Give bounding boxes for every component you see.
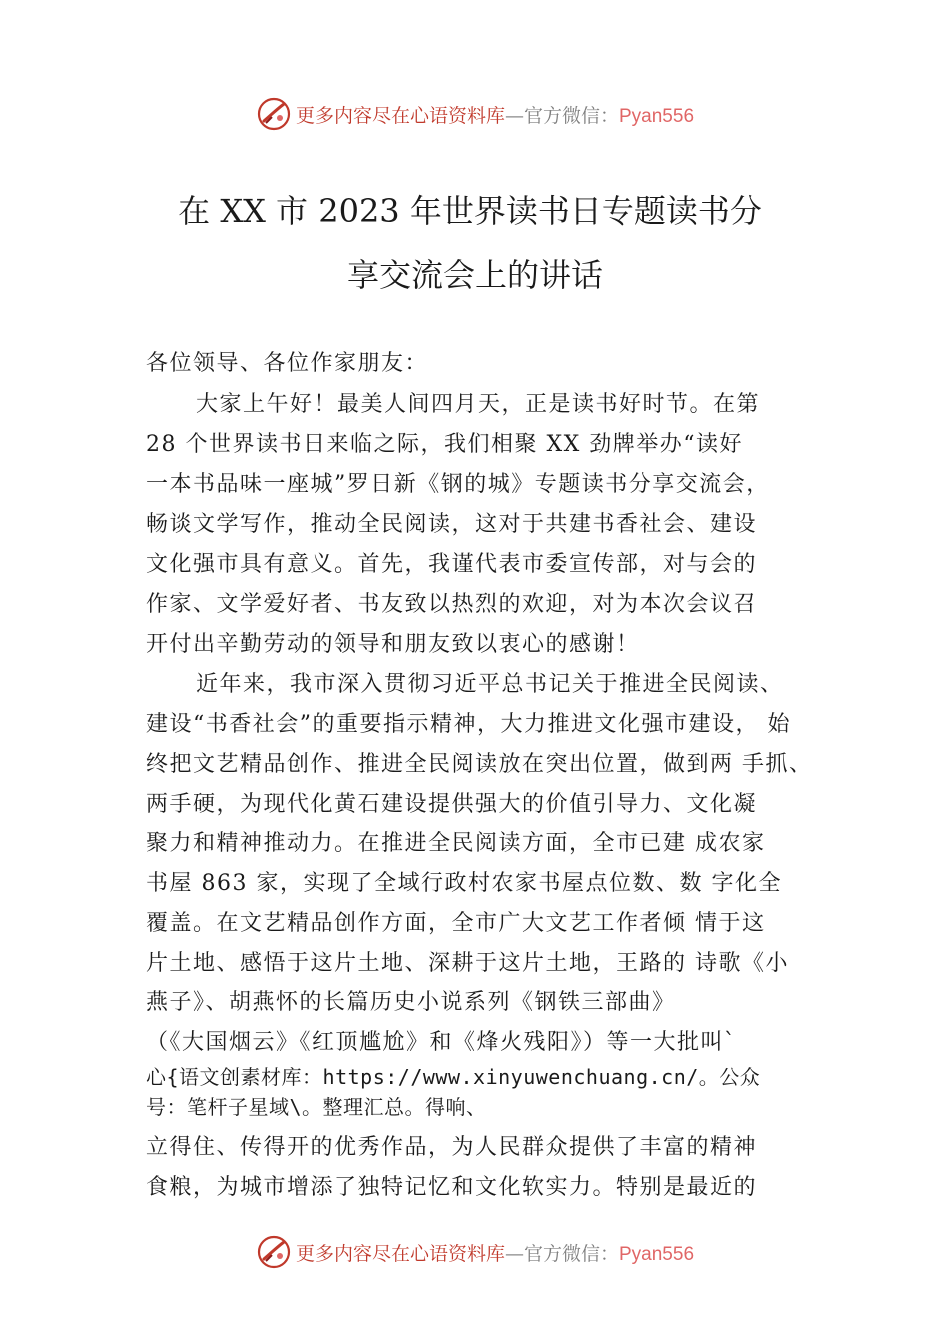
body-line: 覆盖。在文艺精品创作方面，全市广大文艺工作者倾 情于这 — [146, 911, 766, 936]
body-line: 燕子》、胡燕怀的长篇历史小说系列《钢铁三部曲》 — [146, 990, 676, 1015]
document-title-line-1: 在 XX 市 2023 年世界读书日专题读书分 — [178, 192, 762, 230]
body-line: 建设“书香社会”的重要指示精神，大力推进文化强市建设， 始 — [146, 712, 791, 737]
pen-logo-icon — [256, 96, 292, 132]
body-line: 书屋 863 家，实现了全域行政村农家书屋点位数、数 字化全 — [146, 871, 782, 896]
body-line: 终把文艺精品创作、推进全民阅读放在突出位置，做到两 手抓、 — [146, 752, 813, 777]
body-line: 近年来，我市深入贯彻习近平总书记关于推进全民阅读、 — [196, 672, 784, 697]
body-line: 作家、文学爱好者、书友致以热烈的欢迎，对为本次会议召 — [146, 592, 758, 617]
banner-account: Pyan556 — [619, 1243, 695, 1265]
body-line: 文化强市具有意义。首先，我谨代表市委宣传部，对与会的 — [146, 552, 758, 577]
banner-separator: — — [504, 104, 524, 127]
body-line: 一本书品味一座城”罗日新《钢的城》专题读书分享交流会， — [146, 472, 770, 497]
body-line: 立得住、传得开的优秀作品，为人民群众提供了丰富的精神 — [146, 1135, 758, 1160]
salutation: 各位领导、各位作家朋友： — [146, 351, 429, 376]
body-line: 开付出辛勤劳动的领导和朋友致以衷心的感谢！ — [146, 632, 640, 657]
banner-text — [296, 1239, 694, 1266]
body-line: 大家上午好！最美人间四月天，正是读书好时节。在第 — [196, 392, 761, 417]
body-line: 两手硬，为现代化黄石建设提供强大的价值引导力、文化凝 — [146, 792, 758, 817]
body-line-watermark: 心{语文创素材库：https://www.xinyuwenchuang.cn/。公众 — [146, 1065, 761, 1089]
banner-prefix: 更多内容尽在心语资料库 — [295, 1242, 505, 1265]
body-line: 28 个世界读书日来临之际，我们相聚 XX 劲牌举办“读好 — [146, 432, 744, 457]
banner-text — [296, 101, 694, 128]
banner-prefix: 更多内容尽在心语资料库 — [295, 104, 505, 127]
body-line: 畅谈文学写作，推动全民阅读，这对于共建书香社会、建设 — [146, 512, 758, 537]
document-title-line-2: 享交流会上的讲话 — [346, 256, 603, 294]
banner-separator: — — [504, 1242, 524, 1265]
banner-wechat-label: 官方微信： — [523, 104, 619, 127]
header-banner — [0, 94, 950, 134]
body-line-watermark: 号：笔杆子星域\。整理汇总。得响、 — [146, 1095, 487, 1119]
body-line: 食粮，为城市增添了独特记忆和文化软实力。特别是最近的 — [146, 1175, 758, 1200]
body-line: 片土地、感悟于这片土地、深耕于这片土地，王路的 诗歌《小 — [146, 951, 789, 976]
body-line: （《大国烟云》《红顶尴尬》和《烽火残阳》）等一大批叫` — [146, 1030, 737, 1055]
banner-account: Pyan556 — [619, 105, 695, 127]
banner-wechat-label: 官方微信： — [523, 1242, 619, 1265]
footer-banner — [0, 1232, 950, 1272]
body-line: 聚力和精神推动力。在推进全民阅读方面，全市已建 成农家 — [146, 831, 766, 856]
pen-logo-icon — [256, 1234, 292, 1270]
